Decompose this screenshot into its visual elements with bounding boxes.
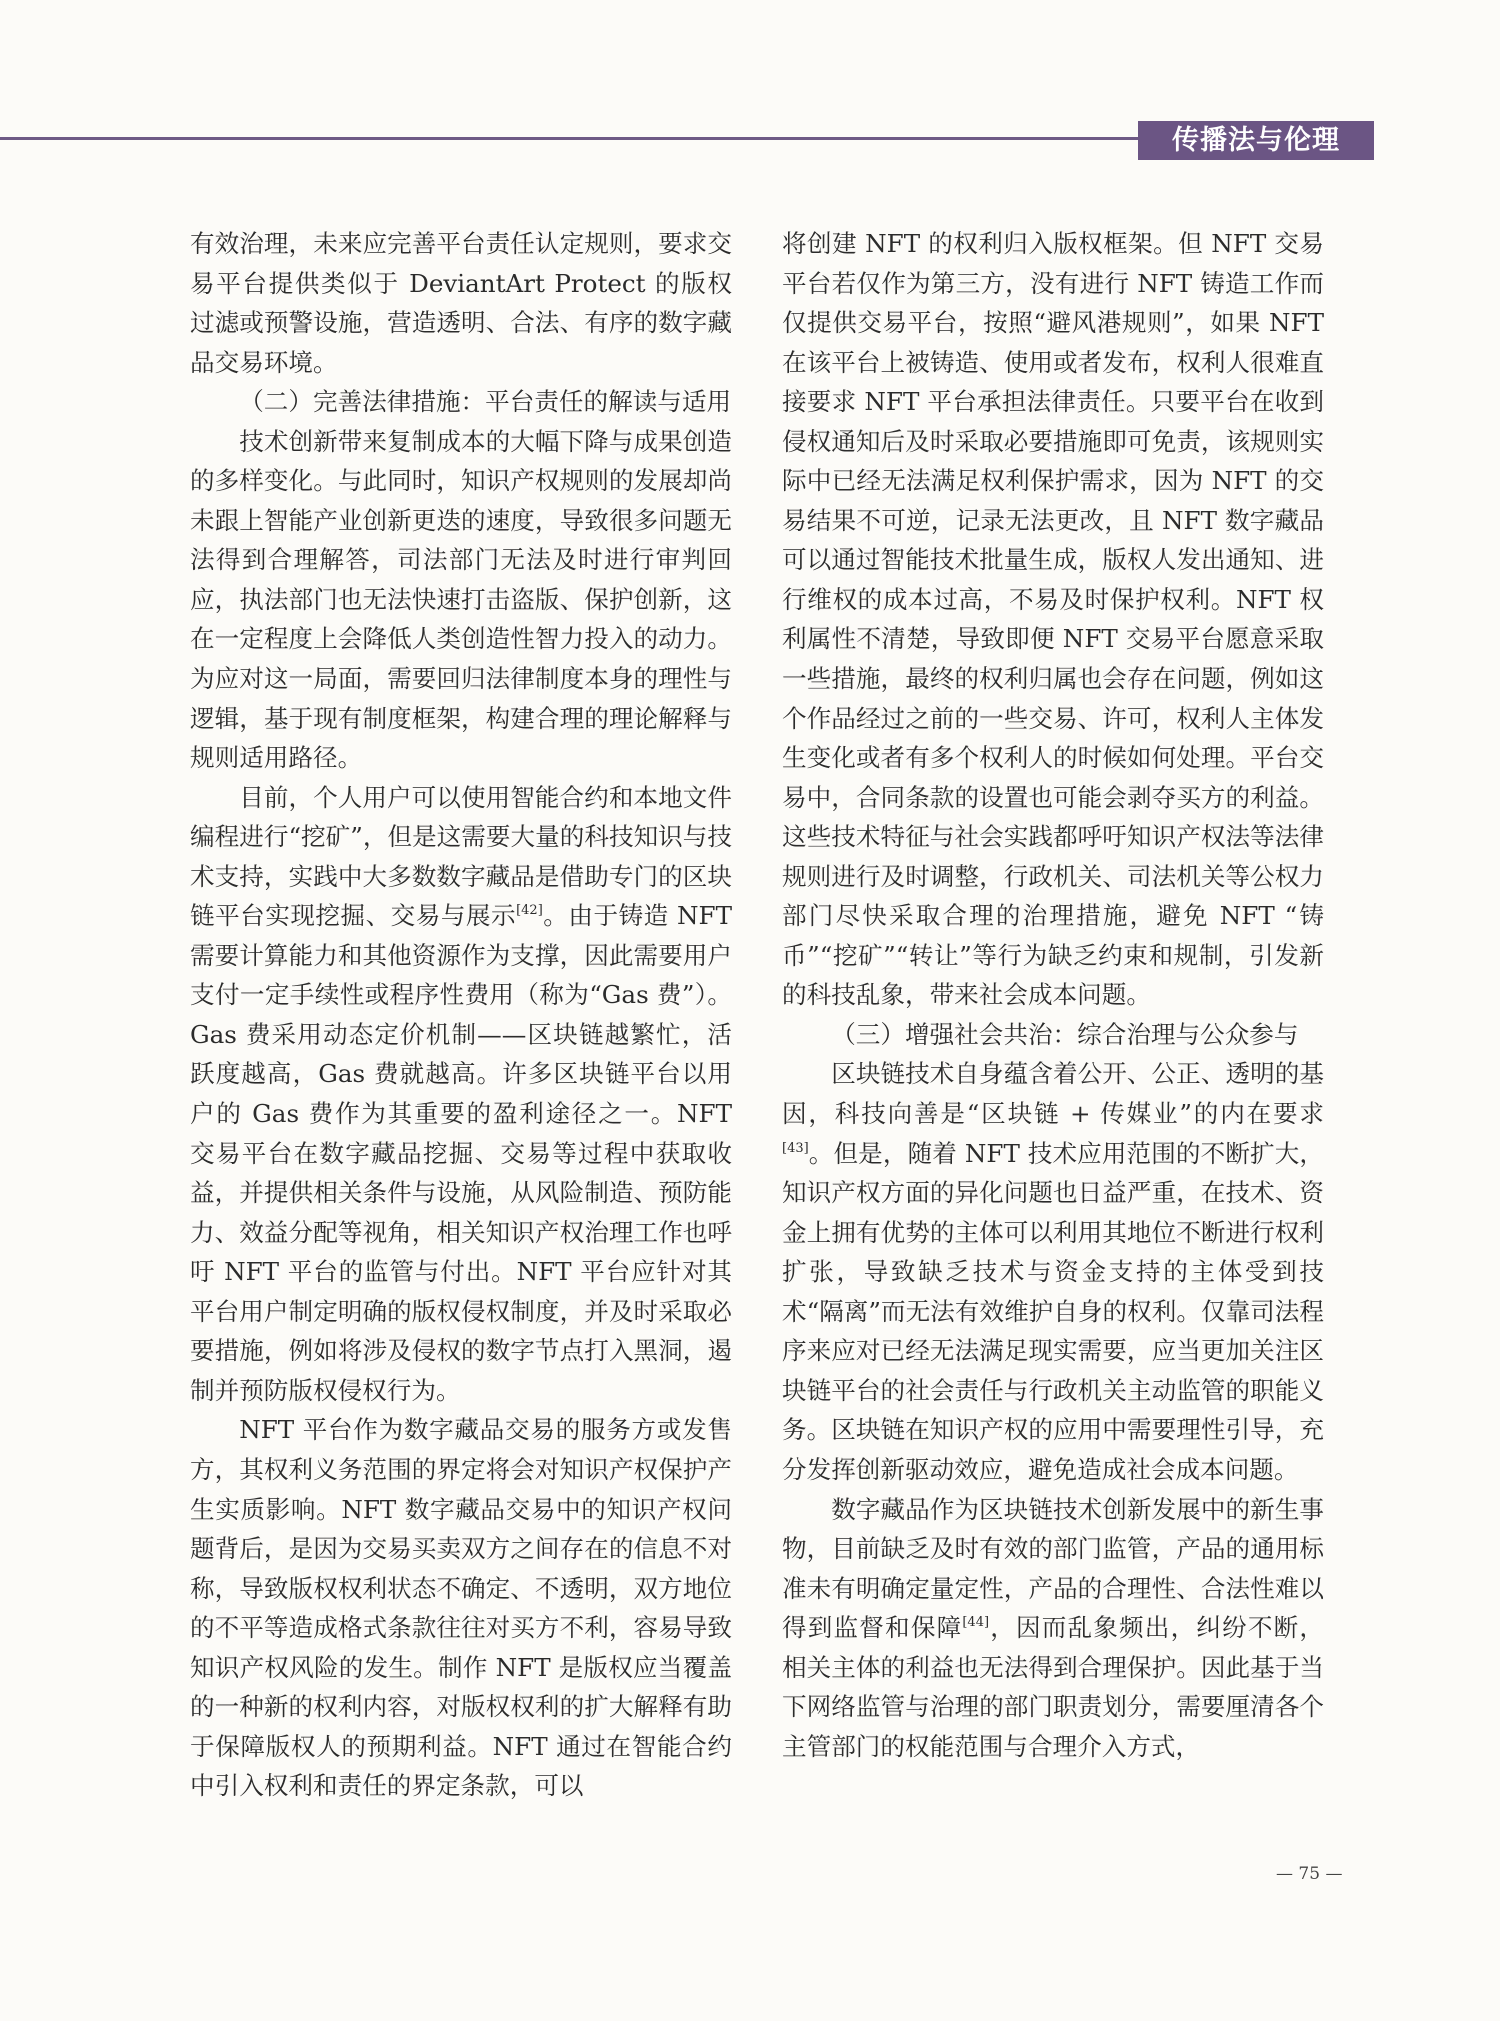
- section-title: 传播法与伦理: [1138, 121, 1374, 160]
- left-column: [190, 224, 732, 1806]
- paragraph: [782, 1054, 1324, 1489]
- page-number: — 75 —: [1276, 1864, 1343, 1884]
- citation-ref: [42]: [516, 903, 543, 919]
- paragraph: 将创建 NFT 的权利归入版权框架。但 NFT 交易平台若仅作为第三方，没有进行 NFT 铸造工作而仅提供交易平台，按照“避风港规则”，如果 NFT 在该平台上被铸造、使用或者发布，权利人很难直接要求 NFT 平台承担法律责任。只要平台在收到侵权通知后及时采取必要措施即可免责，该规则实际中已经无法满足权利保护需求，因为 NFT 的交易结果不可逆，记录无法更改，且 NFT 数字藏品可以通过智能技术批量生成，版权人发出通知、进行维权的成本过高，不易及时保护权利。NFT 权利属性不清楚，导致即便 NFT 交易平台愿意采取一些措施，最终的权利归属也会存在问题，例如这个作品经过之前的一些交易、许可，权利人主体发生变化或者有多个权利人的时候如何处理。平台交易中，合同条款的设置也可能会剥夺买方的利益。这些技术特征与社会实践都呼吁知识产权法等法律规则进行及时调整，行政机关、司法机关等公权力部门尽快采取合理的治理措施，避免 NFT “铸币”“挖矿”“转让”等行为缺乏约束和规制，引发新的科技乱象，带来社会成本问题。: [782, 229, 1324, 1010]
- paragraph-text: 。由于铸造 NFT 需要计算能力和其他资源作为支撑，因此需要用户支付一定手续性或程序性费用（称为“Gas 费”）。Gas 费采用动态定价机制——区块链越繁忙，活跃度越高，Gas 费就越高。许多区块链平台以用户的 Gas 费作为其重要的盈利途径之一。NFT 交易平台在数字藏品挖掘、交易等过程中获取收益，并提供相关条件与设施，从风险制造、预防能力、效益分配等视角，相关知识产权治理工作也呼吁 NFT 平台的监管与付出。NFT 平台应针对其平台用户制定明确的版权侵权制度，并及时采取必要措施，例如将涉及侵权的数字节点打入黑洞，遏制并预防版权侵权行为。: [190, 901, 732, 1405]
- paragraph: 有效治理，未来应完善平台责任认定规则，要求交易平台提供类似于 DeviantArt Protect 的版权过滤或预警设施，营造透明、合法、有序的数字藏品交易环境。: [190, 229, 732, 377]
- paragraph-text: 目前，个人用户可以使用智能合约和本地文件编程进行“挖矿”，但是这需要大量的科技知识与技术支持，实践中大多数数字藏品是借助专门的区块链平台实现挖掘、交易与展示: [190, 782, 732, 931]
- paragraph-text: 。但是，随着 NFT 技术应用范围的不断扩大，知识产权方面的异化问题也日益严重，在技术、资金上拥有优势的主体可以利用其地位不断进行权利扩张，导致缺乏技术与资金支持的主体受到技术“隔离”而无法有效维护自身的权利。仅靠司法程序来应对已经无法满足现实需要，应当更加关注区块链平台的社会责任与行政机关主动监管的职能义务。区块链在知识产权的应用中需要理性引导，充分发挥创新驱动效应，避免造成社会成本问题。: [782, 1138, 1324, 1484]
- paragraph-text: ，因而乱象频出，纠纷不断，相关主体的利益也无法得到合理保护。因此基于当下网络监管与治理的部门职责划分，需要厘清各个主管部门的权能范围与合理介入方式，: [782, 1613, 1324, 1761]
- paragraph: 技术创新带来复制成本的大幅下降与成果创造的多样变化。与此同时，知识产权规则的发展却尚未跟上智能产业创新更迭的速度，导致很多问题无法得到合理解答，司法部门无法及时进行审判回应，执法部门也无法快速打击盗版、保护创新，这在一定程度上会降低人类创造性智力投入的动力。为应对这一局面，需要回归法律制度本身的理性与逻辑，基于现有制度框架，构建合理的理论解释与规则适用路径。: [190, 426, 732, 773]
- paragraph-text: 区块链技术自身蕴含着公开、公正、透明的基因，科技向善是“区块链 + 传媒业”的内在要求: [782, 1059, 1324, 1129]
- citation-ref: [44]: [962, 1615, 990, 1631]
- section-heading: （二）完善法律措施：平台责任的解读与适用: [239, 387, 732, 417]
- paragraph: NFT 平台作为数字藏品交易的服务方或发售方，其权利义务范围的界定将会对知识产权保护产生实质影响。NFT 数字藏品交易中的知识产权问题背后，是因为交易买卖双方之间存在的信息不对称，导致版权权利状态不确定、不透明，双方地位的不平等造成格式条款往往对买方不利，容易导致知识产权风险的发生。制作 NFT 是版权应当覆盖的一种新的权利内容，对版权权利的扩大解释有助于保障版权人的预期利益。NFT 通过在智能合约中引入权利和责任的界定条款，可以: [190, 1415, 732, 1801]
- citation-ref: [43]: [782, 1140, 809, 1156]
- header-rule: [0, 137, 1138, 140]
- section-heading: （三）增强社会共治：综合治理与公众参与: [831, 1019, 1299, 1049]
- paragraph: [190, 778, 732, 1411]
- paragraph-text: 数字藏品作为区块链技术创新发展中的新生事物，目前缺乏及时有效的部门监管，产品的通用标准未有明确定量定性，产品的合理性、合法性难以得到监督和保障: [782, 1494, 1324, 1643]
- paragraph: [782, 1490, 1324, 1767]
- right-column: [782, 224, 1324, 1766]
